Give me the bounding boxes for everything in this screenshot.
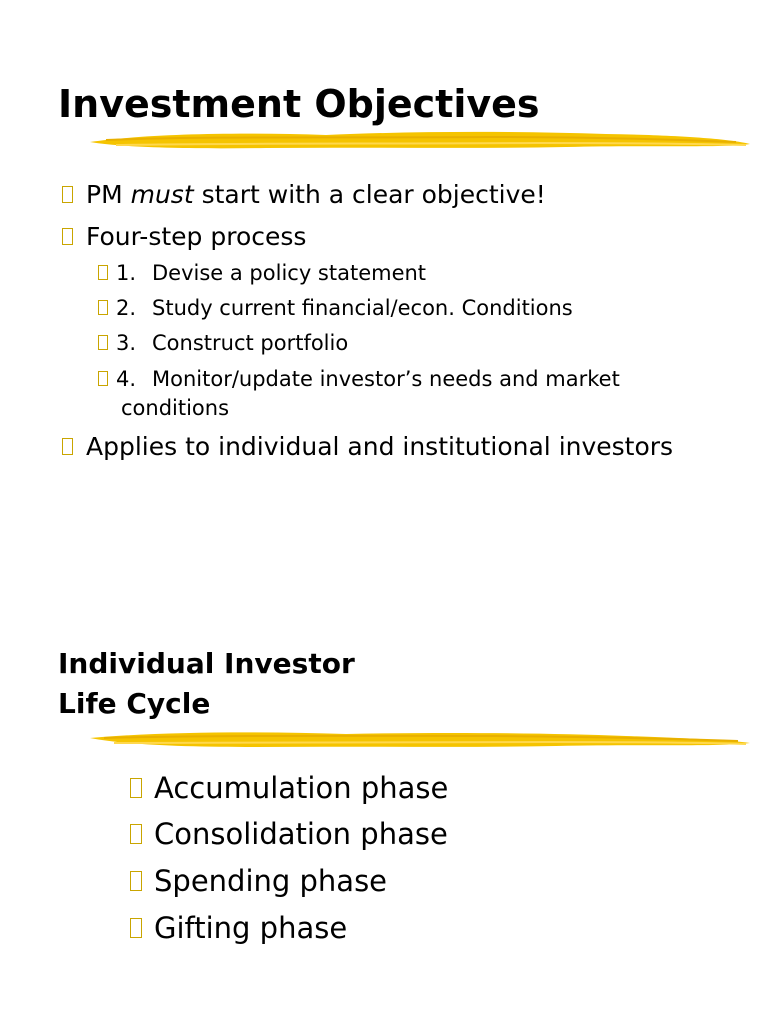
bullet-box-icon [98, 265, 108, 280]
bullet-four-step: Four-step process [62, 222, 306, 252]
bullet-box-icon [98, 335, 108, 350]
sub-bullet-step-4-continuation: conditions [121, 396, 230, 420]
phase-consolidation: Consolidation phase [130, 816, 448, 852]
bullet-applies: Applies to individual and institutional investors [62, 432, 673, 462]
bullet-box-icon [130, 778, 142, 798]
bullet-box-icon [130, 871, 142, 891]
bullet-box-icon [62, 228, 73, 245]
bullet-box-icon [98, 371, 108, 386]
sub-bullet-step-1: 1. Devise a policy statement [98, 259, 426, 288]
slide-title: Investment Objectives [58, 82, 540, 126]
sub-bullet-step-3: 3. Construct portfolio [98, 329, 348, 358]
phase-gifting: Gifting phase [130, 910, 347, 946]
bullet-pm-objective: PM must start with a clear objective! [62, 180, 546, 210]
phase-accumulation: Accumulation phase [130, 770, 448, 806]
bullet-box-icon [62, 186, 73, 203]
title-underline-brush [86, 726, 754, 756]
phase-spending: Spending phase [130, 863, 387, 899]
title-underline-brush [86, 126, 754, 156]
sub-bullet-step-4: 4. Monitor/update investor’s needs and market [98, 365, 620, 394]
bullet-box-icon [62, 438, 73, 455]
slide-title: Individual Investor Life Cycle [58, 647, 355, 720]
slide-individual-investor-life-cycle [0, 630, 768, 1024]
sub-bullet-step-2: 2. Study current financial/econ. Conditions [98, 294, 573, 323]
bullet-box-icon [130, 824, 142, 844]
slide-investment-objectives [0, 0, 768, 500]
bullet-box-icon [98, 300, 108, 315]
bullet-box-icon [130, 918, 142, 938]
